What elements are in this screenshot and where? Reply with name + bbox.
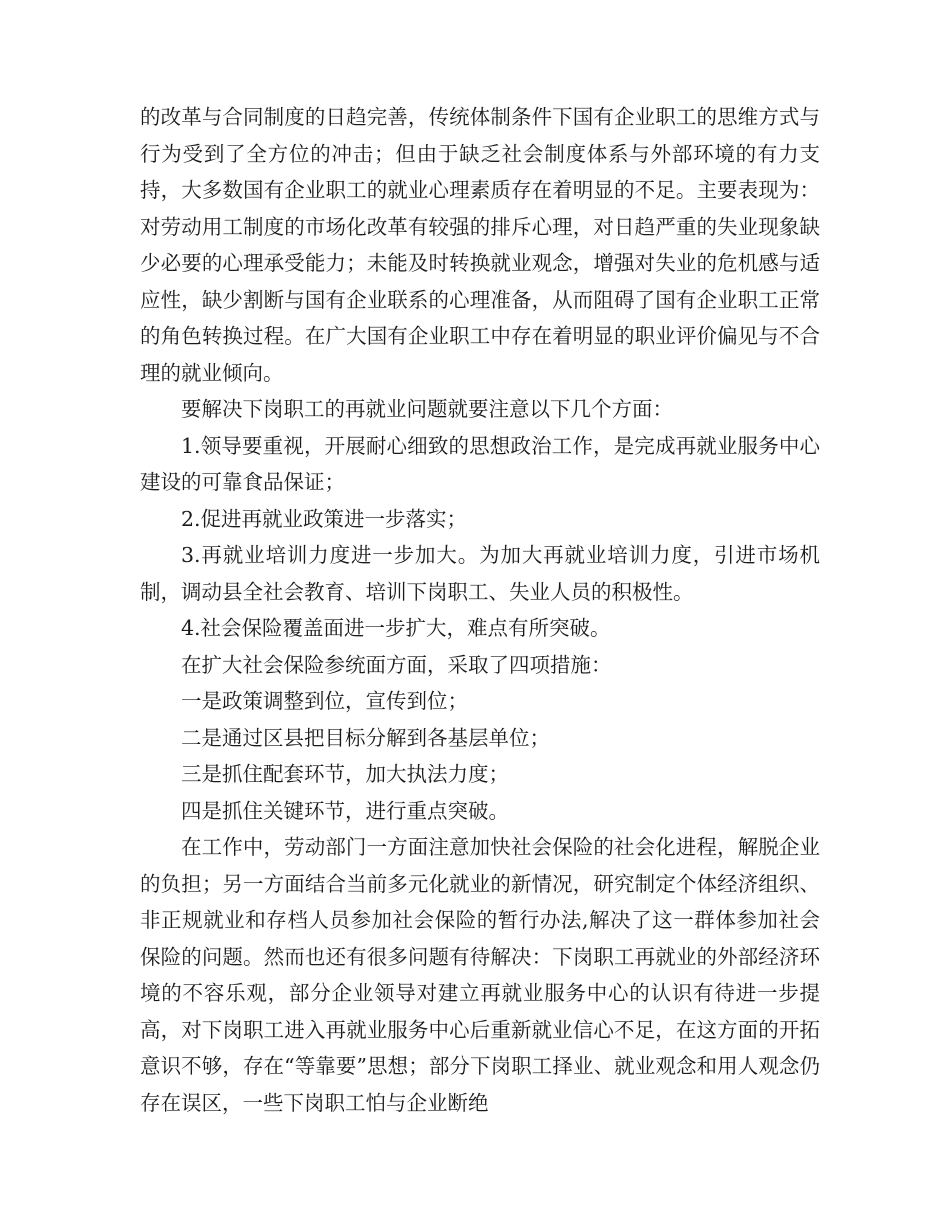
paragraph-continuation: 的改革与合同制度的日趋完善，传统体制条件下国有企业职工的思维方式与行为受到了全方位的冲击；但由于缺乏社会制度体系与外部环境的有力支持，大多数国有企业职工的就业心理素质存在着明显的不足。主要表现为：对劳动用工制度的市场化改革有较强的排斥心理，对日趋严重的失业现象缺少必要的心理承受能力；未能及时转换就业观念，增强对失业的危机感与适应性，缺少割断与国有企业联系的心理准备，从而阻碍了国有企业职工正常的角色转换过程。在广大国有企业职工中存在着明显的职业评价偏见与不合理的就业倾向。 [140,105,820,385]
paragraph-work-summary: 在工作中，劳动部门一方面注意加快社会保险的社会化进程，解脱企业的负担；另一方面结合当前多元化就业的新情况，研究制定个体经济组织、非正规就业和存档人员参加社会保险的暂行办法,解决了这一群体参加社会保险的问题。然而也还有很多问题有待解决：下岗职工再就业的外部经济环境的不容乐观，部分企业领导对建立再就业服务中心的认识有待进一步提高，对下岗职工进入再就业服务中心后重新就业信心不足，在这方面的开拓意识不够，存在“等靠要”思想；部分下岗职工择业、就业观念和用人观念仍存在误区，一些下岗职工怕与企业断绝 [140,835,820,1115]
paragraph-item-4: 4.社会保险覆盖面进一步扩大，难点有所突破。 [181,616,611,640]
paragraph-item-3: 3.再就业培训力度进一步加大。为加大再就业培训力度，引进市场机制，调动县全社会教育、培训下岗职工、失业人员的积极性。 [140,543,820,604]
paragraph-intro-aspects: 要解决下岗职工的再就业问题就要注意以下几个方面： [181,397,673,421]
paragraph-item-2: 2.促进再就业政策进一步落实； [181,506,468,531]
paragraph-measure-4: 四是抓住关键环节，进行重点突破。 [181,798,509,823]
document-body [140,99,820,1121]
paragraph-measure-1: 一是政策调整到位，宣传到位； [181,689,468,713]
paragraph-measures-intro: 在扩大社会保险参统面方面，采取了四项措施： [181,652,612,677]
paragraph-measure-2: 二是通过区县把目标分解到各基层单位； [181,725,550,750]
paragraph-item-1: 1.领导要重视，开展耐心细致的思想政治工作，是完成再就业服务中心建设的可靠食品保证； [140,433,820,494]
paragraph-measure-3: 三是抓住配套环节，加大执法力度； [181,762,509,786]
